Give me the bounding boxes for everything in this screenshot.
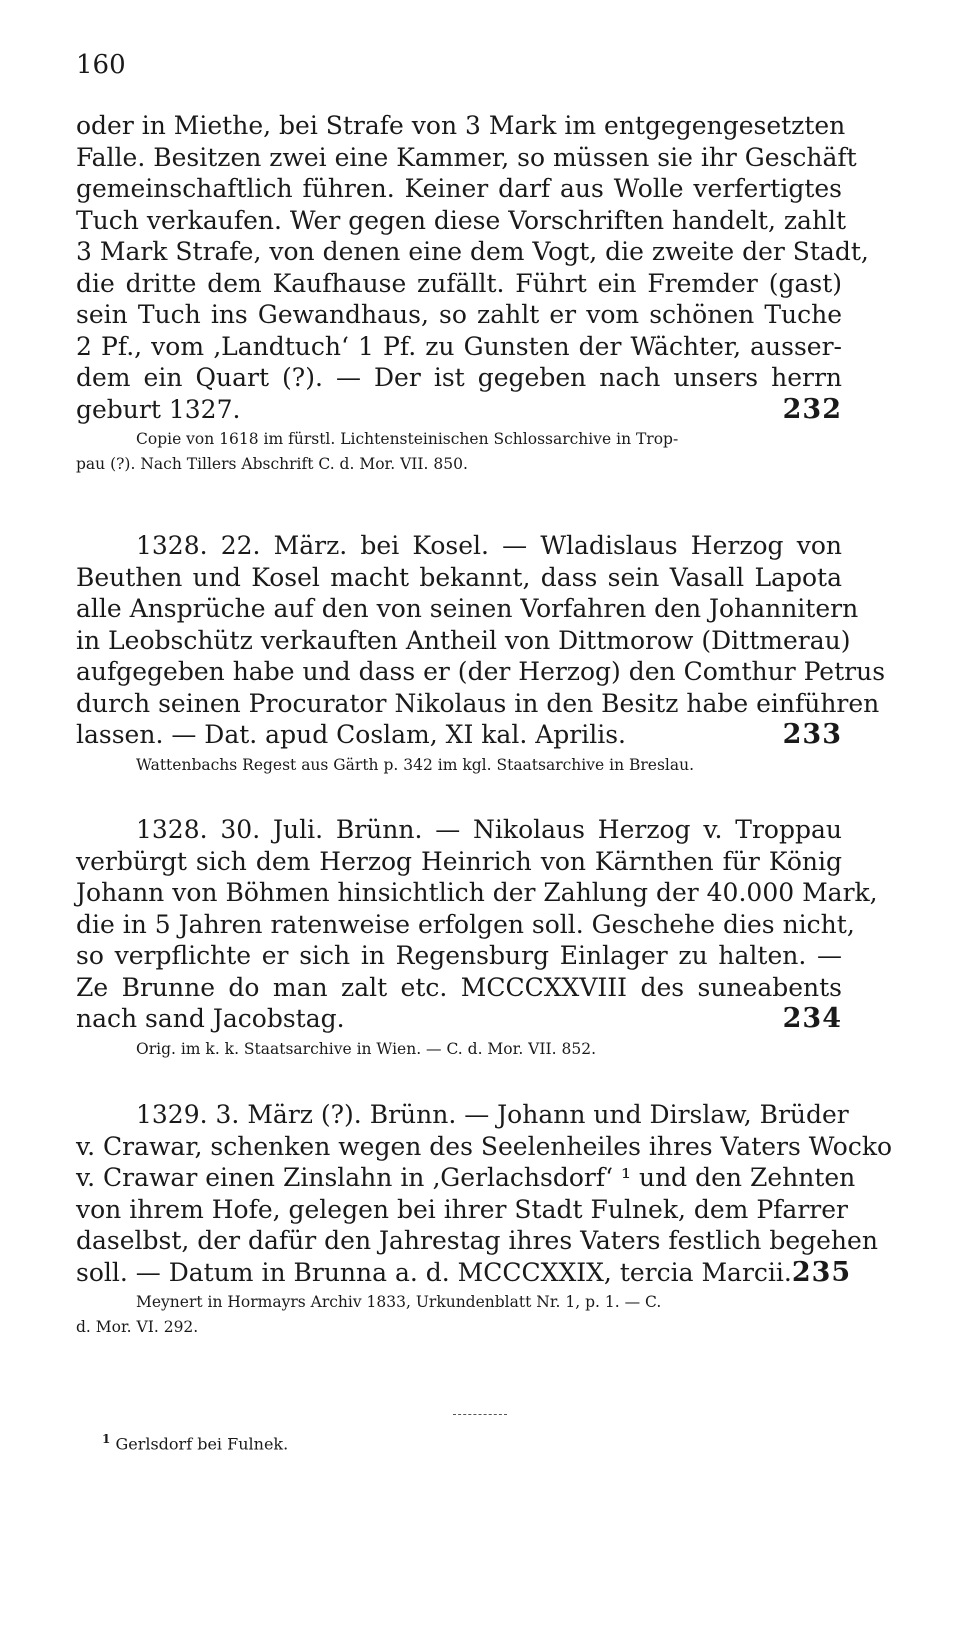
last-line-text: geburt 1327. — [76, 394, 241, 424]
text-line-last — [76, 1256, 852, 1289]
text-line: aufgegeben habe und dass er (der Herzog) den Comthur Petrus — [76, 657, 886, 686]
source-line: Wattenbachs Regest aus Gärth p. 342 im kgl. Staatsarchive in Breslau. — [136, 755, 695, 774]
regest-number: 232 — [782, 393, 842, 425]
source-line: d. Mor. VI. 292. — [76, 1318, 199, 1336]
source-note — [76, 753, 842, 778]
source-note — [76, 427, 842, 477]
entry-body — [76, 814, 878, 1035]
footnote — [102, 1432, 288, 1453]
text-line: die in 5 Jahren ratenweise erfolgen soll. Geschehe dies nicht, — [76, 909, 855, 939]
text-line: 1329. 3. März (?). Brünn. — Johann und Dirslaw, Brüder — [136, 1100, 849, 1129]
text-line-last — [76, 1003, 842, 1035]
text-line: v. Crawar einen Zinslahn in ‚Gerlachsdorf‘ ¹ und den Zehnten — [76, 1163, 856, 1192]
last-line-text: lassen. — Dat. apud Coslam, XI kal. Aprilis. — [76, 720, 626, 749]
source-line: Orig. im k. k. Staatsarchive in Wien. — C. d. Mor. VII. 852. — [136, 1039, 596, 1058]
text-line: durch seinen Procurator Nikolaus in den Besitz habe einführen — [76, 688, 880, 718]
regest-number: 233 — [782, 719, 842, 750]
regest-number: 234 — [782, 1003, 842, 1034]
text-line: v. Crawar, schenken wegen des Seelenheiles ihres Vaters Wocko — [76, 1131, 893, 1161]
text-line: die dritte dem Kaufhause zufällt. Führt ein Fremder (gast) — [76, 268, 842, 298]
text-line: Ze Brunne do man zalt etc. MCCCXXVIII des suneabents — [76, 972, 842, 1002]
footnote-separator — [453, 1414, 507, 1415]
text-line: 3 Mark Strafe, von denen eine dem Vogt, die zweite der Stadt, — [76, 237, 869, 266]
text-line: Falle. Besitzen zwei eine Kammer, so müssen sie ihr Geschäft — [76, 142, 857, 172]
text-line: Beuthen und Kosel macht bekannt, dass sein Vasall Lapota — [76, 562, 842, 592]
text-line: in Leobschütz verkauften Antheil von Dittmorow (Dittmerau) — [76, 625, 851, 655]
source-line: Copie von 1618 im fürstl. Lichtensteinischen Schlossarchive in Trop- — [136, 430, 679, 448]
text-line: oder in Miethe, bei Strafe von 3 Mark im entgegengesetzten — [76, 111, 846, 140]
regest-number: 235 — [791, 1256, 852, 1288]
page-number: 160 — [76, 50, 126, 80]
source-line: pau (?). Nach Tillers Abschrift C. d. Mor. VII. 850. — [76, 455, 468, 473]
source-note — [76, 1037, 842, 1062]
text-line: 1328. 30. Juli. Brünn. — Nikolaus Herzog v. Troppau — [136, 815, 842, 844]
text-line: 1328. 22. März. bei Kosel. — Wladislaus Herzog von — [136, 531, 842, 560]
entry-232 — [76, 110, 869, 477]
text-line-last — [76, 394, 842, 426]
text-line: 2 Pf., vom ‚Landtuch‘ 1 Pf. zu Gunsten der Wächter, ausser- — [76, 331, 842, 361]
entry-body — [76, 530, 886, 751]
text-line: so verpflichte er sich in Regensburg Einlager zu halten. — — [76, 941, 842, 970]
entry-234 — [76, 814, 878, 1062]
text-line: gemeinschaftlich führen. Keiner darf aus Wolle verfertigtes — [76, 174, 842, 203]
entry-233 — [76, 530, 886, 778]
footnote-marker: 1 — [102, 1432, 111, 1446]
entry-body — [76, 110, 869, 425]
text-line: alle Ansprüche auf den von seinen Vorfahren den Johannitern — [76, 594, 859, 623]
text-line: sein Tuch ins Gewandhaus, so zahlt er vom schönen Tuche — [76, 300, 842, 329]
text-line: daselbst, der dafür den Jahrestag ihres Vaters festlich begehen — [76, 1226, 878, 1255]
text-line-last — [76, 719, 842, 751]
last-line-text: nach sand Jacobstag. — [76, 1004, 345, 1033]
entry-body — [76, 1099, 893, 1288]
text-line: Tuch verkaufen. Wer gegen diese Vorschriften handelt, zahlt — [76, 205, 847, 235]
text-line: verbürgt sich dem Herzog Heinrich von Kärnthen für König — [76, 846, 842, 876]
source-note — [76, 1290, 842, 1340]
last-line-text: soll. — Datum in Brunna a. d. MCCCXXIX, tercia Marcii. — [76, 1257, 792, 1287]
text-line: dem ein Quart (?). — Der ist gegeben nach unsers herrn — [76, 363, 842, 392]
text-line: Johann von Böhmen hinsichtlich der Zahlung der 40.000 Mark, — [76, 878, 878, 907]
text-line: von ihrem Hofe, gelegen bei ihrer Stadt Fulnek, dem Pfarrer — [76, 1194, 848, 1224]
footnote-text: Gerlsdorf bei Fulnek. — [115, 1434, 289, 1454]
entry-235 — [76, 1099, 893, 1340]
source-line: Meynert in Hormayrs Archiv 1833, Urkundenblatt Nr. 1, p. 1. — C. — [136, 1293, 662, 1311]
